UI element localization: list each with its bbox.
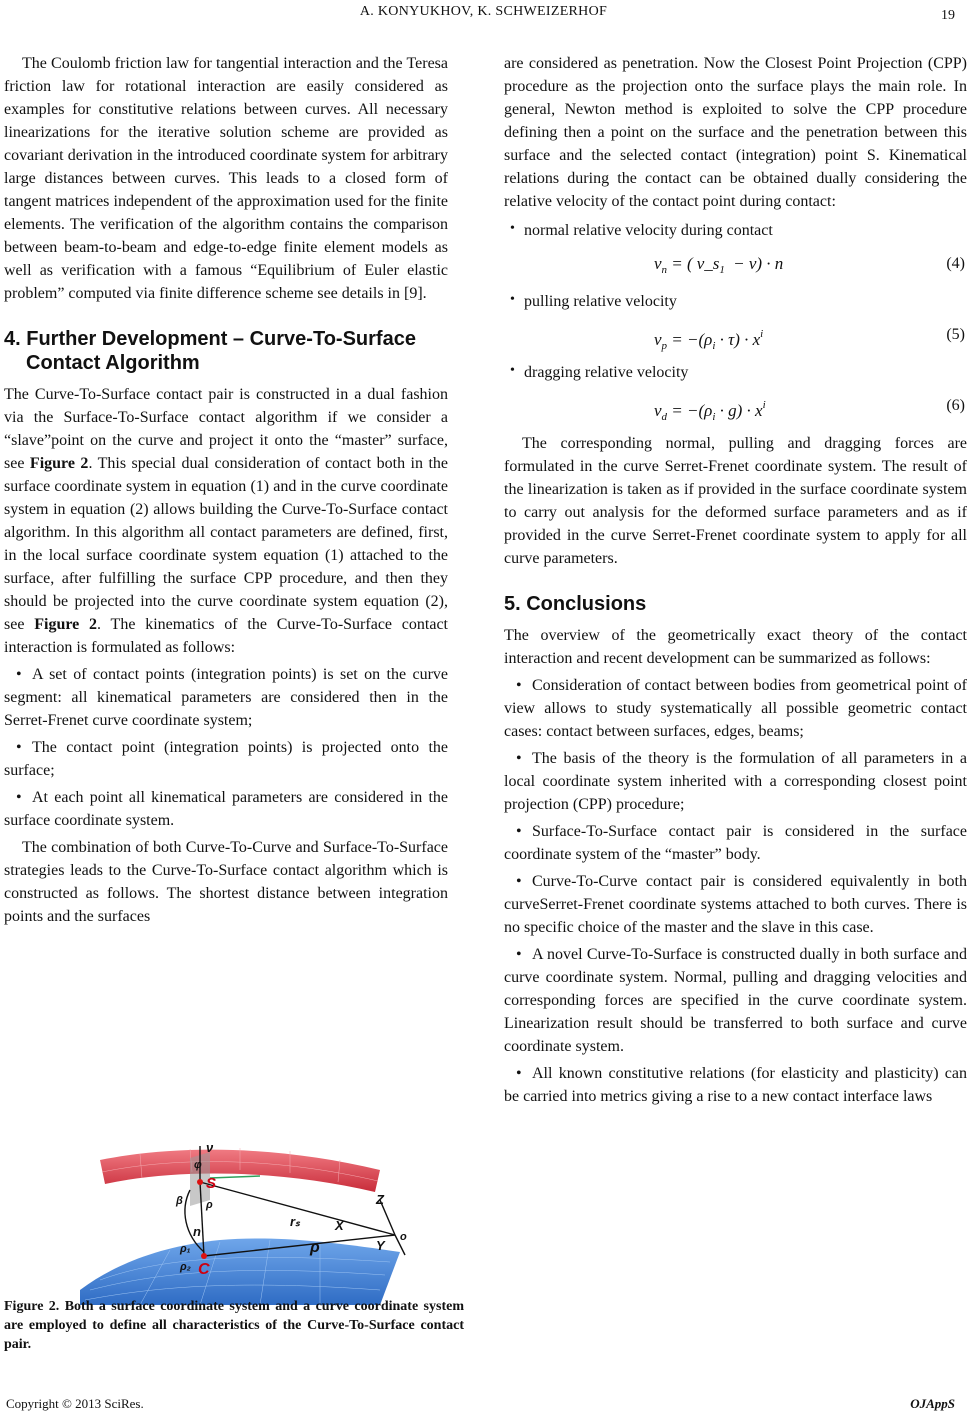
list-item-text: Surface-To-Surface contact pair is considered in the surface coordinate system of the “master” body. — [504, 823, 967, 863]
list-item-text: All known constitutive relations (for elasticity and plasticity) can be carried into metrics giving a rise to a new contact interface laws — [504, 1065, 967, 1105]
label-nu: ν — [206, 1140, 214, 1155]
list-item-text: The contact point (integration points) is projected onto the surface; — [4, 739, 448, 779]
label-rho1: ρ₁ — [180, 1243, 191, 1255]
left-column — [4, 52, 448, 931]
list-item-text: At each point all kinematical parameters are considered in the surface coordinate system. — [4, 789, 448, 829]
paragraph: The overview of the geometrically exact theory of the contact interaction and recent development can be summarized as follows: — [504, 627, 967, 667]
list-item — [4, 663, 448, 732]
paragraph — [4, 383, 448, 659]
label-rs: rₛ — [290, 1214, 300, 1229]
bullet-icon: • — [516, 1065, 522, 1082]
list-item — [504, 747, 967, 816]
list-item-text: normal relative velocity during contact — [524, 222, 773, 239]
list-item-text: A set of contact points (integration points) is set on the curve segment: all kinematical parameters are considered then in the Serret-Frenet curve coordinate system; — [4, 666, 448, 729]
label-c: C — [198, 1261, 210, 1278]
label-x: X — [335, 1218, 344, 1233]
figure-ref[interactable]: Figure 2 — [34, 616, 98, 633]
text-run: . This special dual consideration of contact both in the surface coordinate system in equation (1) and in the curve coordinate system in equation (2) allows building the Curve-To-Surface contact algorithm. In this algorithm all contact parameters are defined, first, in the local surface coordinate system equation (1) attached to the surface, after fulfilling the surface CPP procedure, and then they should be projected into the curve coordinate system equation (2), see — [4, 455, 449, 633]
bullet-icon: • — [510, 292, 515, 307]
equation-expression: $v_d = -(\rho_i \cdot g) \cdot x^i$ — [654, 399, 766, 423]
list-item-text: A novel Curve-To-Surface is constructed dually in both surface and curve coordinate system. Normal, pulling and dragging velocities and corresponding forces are specified in the curve coordinate system. Linearization result should be transferred to both surface and curve coordinate system. — [504, 946, 967, 1055]
velocity-list — [504, 290, 967, 313]
list-item — [504, 820, 967, 866]
equation-5 — [504, 317, 967, 353]
label-o: o — [400, 1231, 407, 1243]
list-item-text: Curve-To-Curve contact pair is considered equivalently in both curveSerret-Frenet coordinate systems attached to both curves. There is no specific choice of the master and the slave in this case. — [504, 873, 967, 936]
label-rho-big: ρ — [310, 1239, 320, 1256]
paragraph: are considered as penetration. Now the Closest Point Projection (CPP) procedure as the projection onto the surface plays the main role. In general, Newton method is exploited to solve the CPP procedure defining then a point on the surface and the penetration between this surface and the selected contact (integration) point S. Kinematical relations during the contact can be obtained dually considering the relative velocity of the contact point during contact: — [504, 55, 967, 210]
bullet-icon: • — [16, 739, 22, 756]
label-z: Z — [376, 1192, 384, 1207]
tangent-line — [210, 1176, 260, 1178]
section-4-title-line2: Contact Algorithm — [26, 352, 200, 374]
conclusions-list — [504, 674, 967, 1108]
list-item — [504, 674, 967, 743]
bullet-icon: • — [516, 677, 522, 694]
figure-2 — [80, 1140, 430, 1312]
label-beta: β — [176, 1195, 183, 1207]
bullet-icon: • — [16, 666, 22, 683]
paragraph: The Coulomb friction law for tangential interaction and the Teresa friction law for rotational interaction are easily considered as examples for constitutive relations between curves. All necessary linearizations for the iterative solution scheme are provided as covariant derivation in the introduced coordinate system for arbitrary large distances between curves. This leads to a closed form of tangent matrices independent of the approximation used for the finite elements. The verification of the algorithm contains the comparison between beam-to-beam and edge-to-edge finite element models as well as verification with a famous “Equilibrium of Euler elastic problem” computed via finite difference scheme see details in [9]. — [4, 55, 448, 302]
equation-number: (6) — [946, 397, 965, 414]
paragraph: The corresponding normal, pulling and dragging forces are formulated in the curve Serret-Frenet coordinate system. The result of the linearization is taken as if provided in the surface coordinate system to carry out analysis for the deformed surface parameters and as if provided in the curve Serret-Frenet coordinate system to apply for all curve parameters. — [504, 435, 967, 567]
bullet-icon: • — [16, 789, 22, 806]
text-run: . The kinematics of the Curve-To-Surface contact interaction is formulated as follows: — [4, 616, 448, 656]
equation-expression: $v_n$ = ( $v\_s_1 - v) \cdot n$ — [654, 254, 784, 276]
page-footer — [0, 1396, 967, 1414]
right-column — [504, 52, 967, 1112]
figure-ref[interactable]: Figure 2 — [29, 455, 89, 472]
journal-name: OJAppS — [910, 1396, 955, 1411]
list-item-text: The basis of the theory is the formulation of all parameters in a local coordinate system inherited with a corresponding closest point projection (CPP) procedure; — [504, 750, 967, 813]
bullet-icon: • — [516, 873, 522, 890]
paragraph: The combination of both Curve-To-Curve and Surface-To-Surface strategies leads to the Curve-To-Surface contact algorithm which is constructed as follows. The shortest distance between integration points and the surfaces — [4, 839, 448, 925]
running-head-authors: A. KONYUKHOV, K. SCHWEIZERHOF — [359, 4, 608, 19]
list-item — [504, 943, 967, 1058]
list-item-text: Consideration of contact between bodies from geometrical point of view allows to study systematically all possible geometric contact cases: contact between surfaces, edges, beams; — [504, 677, 967, 740]
equation-expression: $v_p = -(\rho_i \cdot \tau) \cdot x^i$ — [654, 328, 764, 352]
master-surface — [80, 1239, 400, 1306]
section-4-title-line1: 4. Further Development – Curve-To-Surface — [4, 328, 416, 350]
equation-number: (4) — [946, 255, 965, 272]
page-number: 19 — [941, 8, 955, 23]
equation-6 — [504, 388, 967, 424]
label-rho2: ρ₂ — [180, 1261, 191, 1273]
list-item-text: dragging relative velocity — [524, 364, 689, 381]
list-item — [504, 870, 967, 939]
list-item — [504, 290, 967, 313]
contact-point-s — [197, 1179, 203, 1185]
page-header — [0, 4, 967, 26]
bullet-icon: • — [516, 823, 522, 840]
bullet-icon: • — [516, 946, 522, 963]
bullet-icon: • — [510, 363, 515, 378]
equation-4 — [504, 246, 967, 282]
section-5-heading: 5. Conclusions — [504, 593, 647, 615]
copyright: Copyright © 2013 SciRes. — [6, 1396, 144, 1411]
label-y: Y — [376, 1238, 385, 1253]
label-s: S — [206, 1175, 217, 1192]
label-phi: φ — [194, 1159, 202, 1171]
velocity-list — [504, 219, 967, 242]
list-item — [504, 219, 967, 242]
kinematics-list — [4, 663, 448, 832]
contact-diagram — [80, 1140, 430, 1305]
section-4-heading — [4, 327, 448, 375]
bullet-icon: • — [516, 750, 522, 767]
equation-number: (5) — [946, 326, 965, 343]
list-item-text: pulling relative velocity — [524, 293, 677, 310]
label-n: n — [193, 1224, 201, 1239]
list-item — [504, 1062, 967, 1108]
label-rho-small: ρ — [206, 1199, 213, 1211]
text-run: The Curve-To-Surface contact pair is constructed in a dual fashion via the Surface-To-Surface contact algorithm if we consider a “slave”point on the curve and project it onto the “master” surface, see — [4, 386, 448, 472]
list-item — [504, 361, 967, 384]
bullet-icon: • — [510, 221, 515, 236]
velocity-list — [504, 361, 967, 384]
contact-point-c — [201, 1253, 207, 1259]
figure-caption: Figure 2. Both a surface coordinate system and a curve coordinate system are employed to define all characteristics of the Curve-To-Surface contact pair. — [4, 1299, 464, 1352]
list-item — [4, 786, 448, 832]
list-item — [4, 736, 448, 782]
